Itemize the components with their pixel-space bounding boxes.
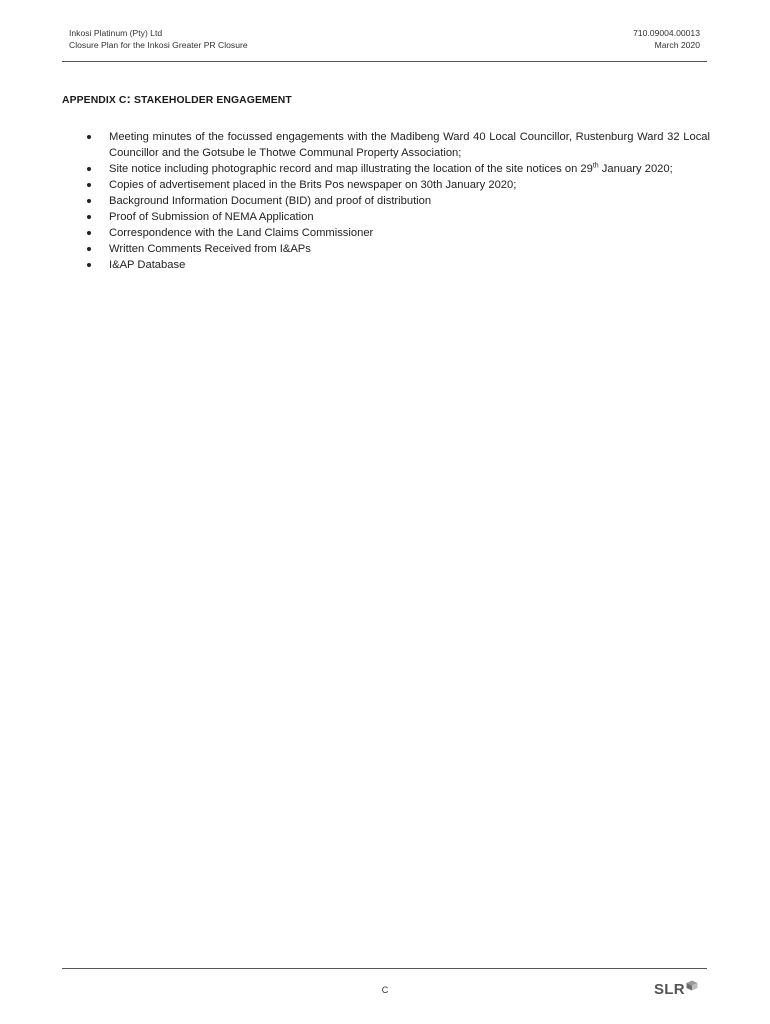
list-item (62, 257, 710, 273)
list-item-text: Meeting minutes of the focussed engagements with the Madibeng Ward 40 Local Councillor, Rustenburg Ward 32 Local Councillor and the Gotsube le Thotwe Communal Property Association; (109, 131, 710, 159)
list-item-text: Background Information Document (BID) and proof of distribution (109, 195, 432, 207)
list-item-text: Correspondence with the Land Claims Commissioner (109, 227, 374, 239)
list-item (62, 241, 710, 257)
slr-logo (654, 979, 698, 1001)
bullet-icon (87, 167, 91, 171)
page-header-left (69, 27, 248, 51)
bullet-icon (87, 247, 91, 251)
header-date: March 2020 (654, 40, 700, 50)
bullet-icon (87, 231, 91, 235)
list-item-text-continued: January 2020; (598, 163, 673, 175)
list-item (62, 193, 710, 209)
footer-divider (62, 968, 707, 969)
bullet-icon (87, 263, 91, 267)
ordinal-superscript: th (592, 162, 599, 170)
list-item-text: Site notice including photographic record and map illustrating the location of the site notices on 29 (109, 163, 593, 175)
slr-cube-icon (686, 980, 698, 991)
list-item (62, 209, 710, 225)
list-item-text: Written Comments Received from I&APs (109, 243, 311, 255)
list-item-text: I&AP Database (109, 259, 186, 271)
section-heading (62, 91, 292, 106)
heading-prefix: APPENDIX C (62, 95, 127, 106)
list-item (62, 161, 710, 177)
heading-colon: : (126, 91, 131, 106)
list-item (62, 225, 710, 241)
bullet-icon (87, 183, 91, 187)
list-item (62, 177, 710, 193)
bullet-icon (87, 135, 91, 139)
page-header-right (633, 27, 700, 51)
bullet-icon (87, 215, 91, 219)
page-number: C (381, 985, 389, 995)
appendix-list (62, 129, 710, 273)
heading-title: STAKEHOLDER ENGAGEMENT (130, 95, 292, 106)
list-item (62, 129, 710, 161)
logo-text: SLR (654, 981, 685, 998)
bullet-icon (87, 199, 91, 203)
list-item-text: Copies of advertisement placed in the Brits Pos newspaper on 30th January 2020; (109, 179, 517, 191)
header-company: Inkosi Platinum (Pty) Ltd (69, 28, 163, 38)
header-reference: 710.09004.00013 (633, 28, 700, 38)
header-document-title: Closure Plan for the Inkosi Greater PR Closure (69, 40, 248, 50)
list-item-text: Proof of Submission of NEMA Application (109, 211, 314, 223)
header-divider (62, 61, 707, 62)
